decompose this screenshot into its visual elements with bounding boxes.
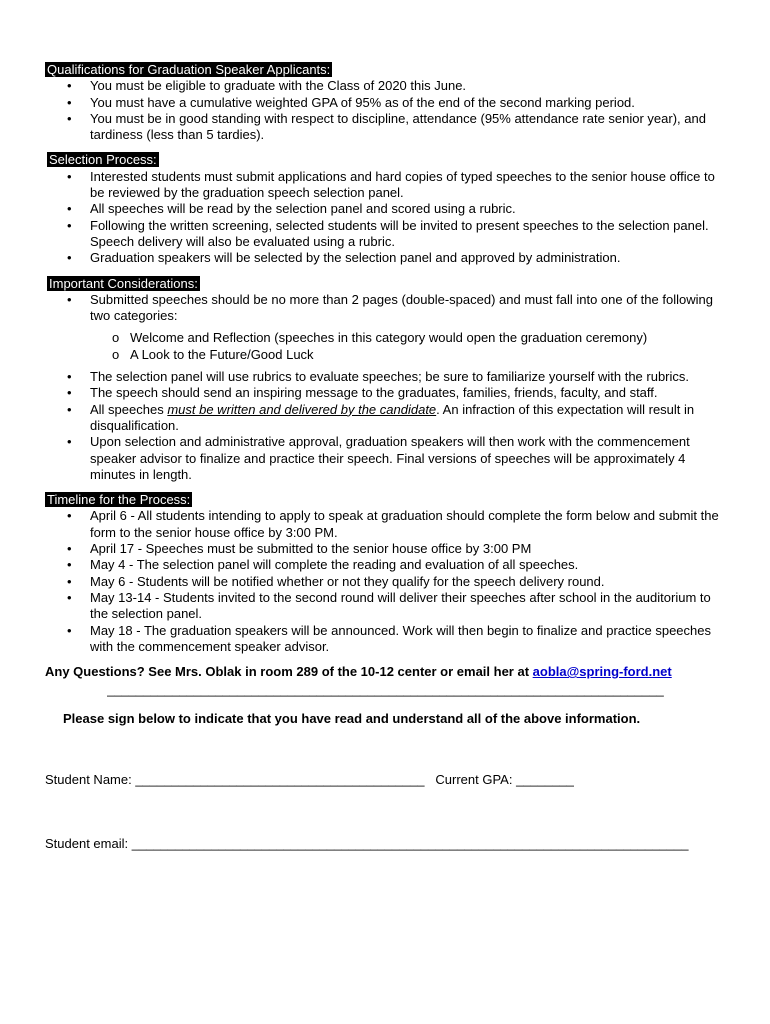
category-item: o Welcome and Reflection (speeches in this category would open the graduation ceremony) — [108, 330, 725, 346]
list-item: • April 17 - Speeches must be submitted to the senior house office by 3:00 PM — [45, 541, 725, 557]
list-item: • Interested students must submit applications and hard copies of typed speeches to the senior house office to be reviewed by the graduation speech selection panel. — [45, 169, 725, 202]
list-item: • You must be eligible to graduate with the Class of 2020 this June. — [45, 78, 725, 94]
list-item: • You must have a cumulative weighted GPA of 95% as of the end of the second marking period. — [45, 95, 725, 111]
considerations-list — [45, 292, 725, 483]
email-link[interactable]: aobla@spring-ford.net — [532, 664, 672, 680]
questions-line: Any Questions? See Mrs. Oblak in room 289 of the 10-12 center or email her at aobla@spring-ford.net — [45, 664, 672, 680]
list-item — [45, 292, 725, 363]
list-item: • All speeches must be written and delivered by the candidate. An infraction of this expectation will result in disqualification. — [45, 402, 725, 435]
gpa-label: Current GPA: — [435, 771, 517, 787]
considerations-heading: Important Considerations: — [49, 275, 198, 291]
list-item: • Following the written screening, selected students will be invited to present speeches to the selection panel. Speech delivery will also be evaluated using a rubric. — [45, 218, 725, 251]
sign-instruction: Please sign below to indicate that you have read and understand all of the above information. — [63, 710, 641, 726]
student-email-field[interactable]: _____________________________________________________________________________ — [131, 836, 689, 852]
selection-heading: Selection Process: — [49, 152, 157, 168]
selection-list — [45, 169, 725, 267]
qualifications-heading: Qualifications for Graduation Speaker Applicants: — [47, 62, 331, 77]
consideration-length: Submitted speeches should be no more than 2 pages (double-spaced) and must fall into one of the following two categories: — [90, 291, 713, 324]
emphasis-text: must be written and delivered by the candidate — [167, 401, 437, 417]
list-item: • May 4 - The selection panel will complete the reading and evaluation of all speeches. — [45, 557, 725, 573]
list-item: • All speeches will be read by the selection panel and scored using a rubric. — [45, 201, 725, 217]
list-item: • May 18 - The graduation speakers will be announced. Work will then begin to finalize and practice speeches with the commencement speaker advisor. — [45, 623, 725, 656]
student-name-label: Student Name: — [45, 771, 136, 787]
list-item: • Upon selection and administrative approval, graduation speakers will then work with the commencement speaker advisor to finalize and practice their speech. Final versions of speeches will be approximately 4 minutes in length. — [45, 434, 725, 483]
list-item: • You must be in good standing with respect to discipline, attendance (95% attendance rate senior year), and tardiness (less than 5 tardies). — [45, 111, 725, 144]
category-item: o A Look to the Future/Good Luck — [108, 347, 725, 363]
timeline-heading: Timeline for the Process: — [47, 492, 191, 508]
timeline-list — [45, 508, 725, 655]
qualifications-list — [45, 78, 725, 143]
list-item: • Graduation speakers will be selected by the selection panel and approved by administration. — [45, 250, 725, 266]
list-item: • April 6 - All students intending to apply to speak at graduation should complete the form below and submit the form to the senior house office by 3:00 PM. — [45, 508, 725, 541]
list-item: • The speech should send an inspiring message to the graduates, families, friends, faculty, and staff. — [45, 385, 725, 401]
list-item: • The selection panel will use rubrics to evaluate speeches; be sure to familiarize yourself with the rubrics. — [45, 369, 725, 385]
list-item: • May 6 - Students will be notified whether or not they qualify for the speech delivery round. — [45, 574, 725, 590]
gpa-field[interactable]: ________ — [516, 771, 574, 787]
categories-list — [90, 330, 725, 363]
student-email-label: Student email: — [45, 836, 132, 852]
student-name-field[interactable]: ________________________________________ — [135, 771, 425, 787]
student-email-row — [45, 836, 725, 852]
separator-line: _____________________________________________________________________________ — [107, 682, 664, 698]
student-name-row — [45, 772, 725, 788]
list-item: • May 13-14 - Students invited to the second round will deliver their speeches after school in the auditorium to the selection panel. — [45, 590, 725, 623]
